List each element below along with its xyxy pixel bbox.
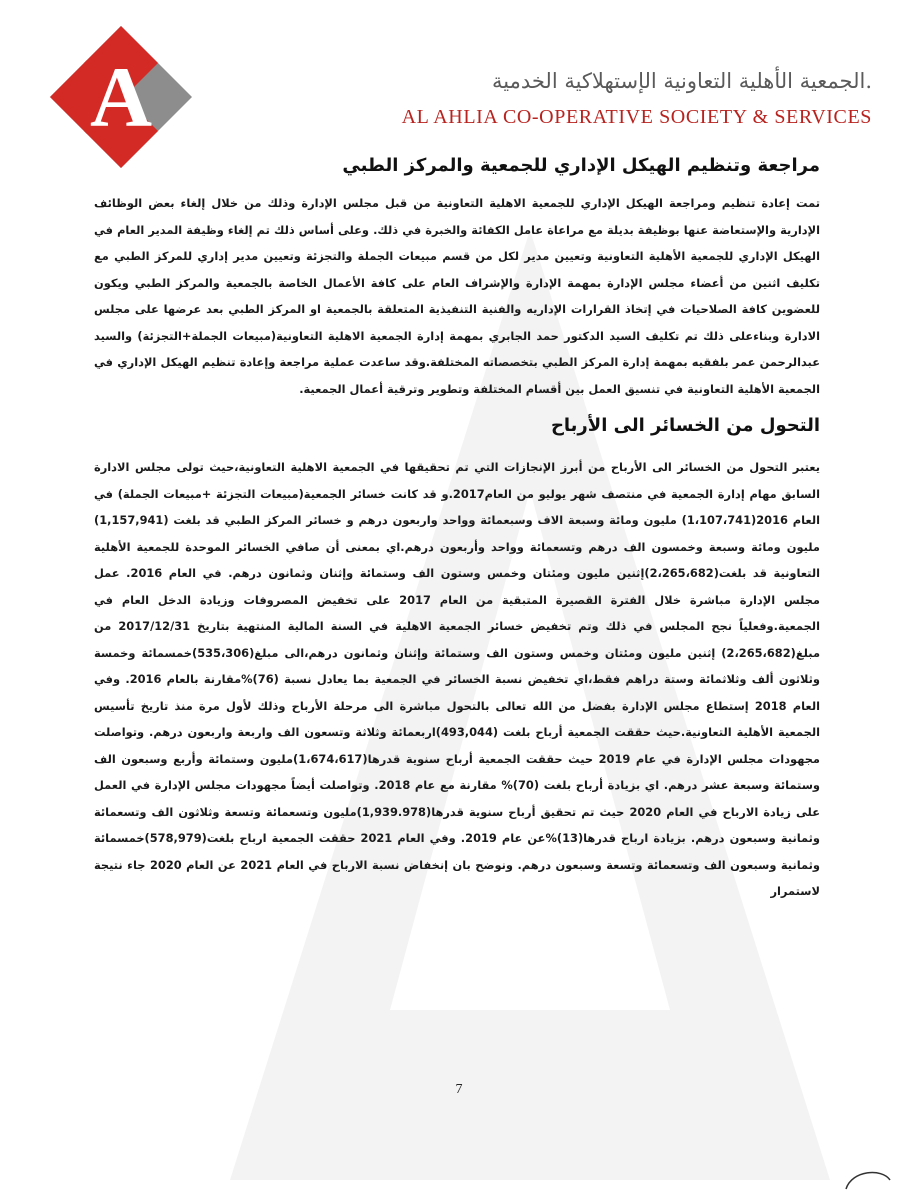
document-body — [94, 148, 820, 905]
logo-letter: A — [89, 49, 153, 145]
section-heading-losses-to-profits: التحول من الخسائر الى الأرباح — [550, 415, 820, 436]
letterhead — [402, 66, 872, 132]
page-number: 7 — [455, 1082, 463, 1097]
org-name-arabic: .الجمعية الأهلية التعاونية الإستهلاكية الخدمية — [492, 69, 872, 93]
section-paragraph-losses-to-profits: يعتبر التحول من الخسائر الى الأرباح من أبرز الإنجازات التي تم تحقيقها في الجمعية الاهلية التعاونية،حيث تولى مجلس الادارة السابق مهام إدارة الجمعية في منتصف شهر يوليو من العام2017.و قد كانت خسائر الجمعية(مبيعات التجزئة +مبيعات الجملة) في العام 2016(1،107،741) مليون ومائة وسبعة الاف وسبعمائة وواحد واربعون درهم و خسائر المركز الطبي قد بلغت (1,157,941) مليون ومائة وسبعة وخمسون الف درهم وتسعمائة وواحد وأربعون درهم.اي بمعنى أن صافي الخسائر الموحدة للجمعية الأهلية التعاونية قد بلغت(2،265،682)إثنين مليون ومئتان وخمس وستون الف وستمائة وإثنان وثمانون درهم. في العام 2016. عمل مجلس الإدارة مباشرة خلال الفترة القصيرة المتبقية من العام 2017 على تخفيض المصروفات وزيادة الدخل العام في الجمعية.وفعلياً نجح المجلس في ذلك وتم تخفيض خسائر الجمعية الاهلية في السنة المالية المنتهية بتاريخ 2017/12/31 من مبلغ(2،265،682) إثنين مليون ومئتان وخمس وستون الف وستمائة وإثنان وثمانون درهم،الى مبلغ(535،306)خمسمائة وخمسة وثلاثون ألف وثلاثمائة وستة دراهم فقط،اي تخفيض نسبة الخسائر في الجمعية بما يعادل نسبة (76)%مقارنة بالعام 2016. وفي العام 2018 إستطاع مجلس الإدارة بفضل من الله تعالى بالتحول مباشرة الى مرحلة الأرباح وذلك لأول مرة منذ تاريخ تأسيس الجمعية الأهلية التعاونية.حيث حققت الجمعية أرباح بلغت (493,044)اربعمائة وثلاثة وتسعون الف واربعة واربعون درهم. وتواصلت مجهودات مجلس الإدارة في عام 2019 حيث حققت الجمعية أرباح سنوية قدرها(1،674،617)مليون وستمائة وأربع وسبعون الف وستمائة وسبعة عشر درهم. اي بزيادة أرباح بلغت (70)% مقارنة مع عام 2018. وتواصلت أيضاً مجهودات مجلس الإدارة في العمل على زيادة الارباح في العام 2020 حيث تم تحقيق أرباح سنوية قدرها(1,939.978)مليون وتسعمائة وتسعة وثلاثون الف وتسعمائة وثمانية وسبعون درهم. بزيادة ارباح قدرها(13)%عن عام 2019. وفي العام 2021 حققت الجمعية ارباح بلغت(578,979)خمسمائة وثمانية وسبعون الف وتسعمائة وتسعة وسبعون درهم. ونوضح بان إنخفاض نسبة الارباح في العام 2021 عن العام 2020 جاء نتيجة لاستمرار — [94, 460, 821, 898]
corner-scan-mark — [842, 1160, 892, 1190]
section-paragraph-restructuring: تمت إعادة تنظيم ومراجعة الهيكل الإداري للجمعية الاهلية التعاونية من قبل مجلس الإدارة وذلك من خلال إلغاء بعض الوظائف الإدارية والإستعاضة عنها بوظيفة بديلة مع مراعاة عامل الكفائة والخبرة في ذلك. وعلى أساس ذلك تم إلغاء وظيفة المدير العام في الهيكل الإداري للجمعية الأهلية التعاونية وتعيين مدير لكل من قسم مبيعات الجملة والتجزئة وتعيين مدير إداري للمركز الطبي مع تكليف اثنين من أعضاء مجلس الإدارة بمهمة الإدارة والإشراف العام على كافة الأعمال الخاصة بالجمعية والمركز الطبي ويكون للعضوين كافة الصلاحيات في إتخاذ القرارات الإداريه والفنية التنفيذية المتعلقة بالجمعية او المركز الطبي بعد عرضها على مجلس الادارة وبناءعلى ذلك تم تكليف السيد الدكتور حمد الجابري بمهمة إدارة الجمعية الاهلية التعاونية(مبيعات الجملة+التجزئة) والسيد عبدالرحمن عمر بلفقيه بمهمة إدارة المركز الطبي بتخصصاته المختلفة.وقد ساعدت عملية مراجعة وإعادة تنظيم الهيكل الإداري في الجمعية الأهلية التعاونية في تنسيق العمل بين أقسام المختلفة وتطوير وترقية أعمال الجمعية. — [94, 196, 820, 396]
org-name-english: AL AHLIA CO-OPERATIVE SOCIETY & SERVICES — [401, 106, 872, 128]
section-heading-restructuring: مراجعة وتنظيم الهيكل الإداري للجمعية والمركز الطبي — [342, 155, 820, 176]
